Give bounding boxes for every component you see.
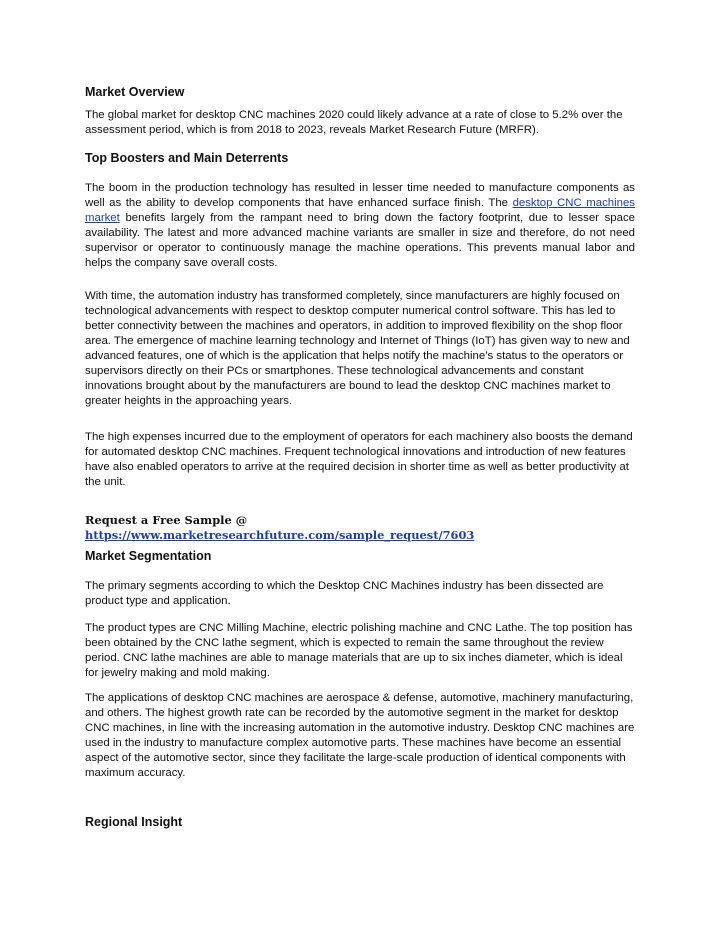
segmentation-paragraph-1: The primary segments according to which the Desktop CNC Machines industry has been dissected are product type and application.: [85, 580, 604, 607]
market-overview-heading: Market Overview: [85, 85, 185, 99]
market-overview-paragraph: The global market for desktop CNC machines 2020 could likely advance at a rate of close to 5.2% over the assessment period, which is from 2018 to 2023, reveals Market Research Future (MRFR).: [85, 109, 623, 136]
boosters-paragraph-1: [85, 181, 635, 271]
segmentation-paragraph-2: The product types are CNC Milling Machine, electric polishing machine and CNC Lathe. The top position has been obtained by the CNC lathe segment, which is expected to remain the same throughout the review period. CNC lathe machines are able to manage materials that are up to six inches diameter, which is ideal for jewelry making and mold making.: [85, 622, 633, 679]
boosters-paragraph-3: The high expenses incurred due to the employment of operators for each machinery also boosts the demand for automated desktop CNC machines. Frequent technological innovations and introduction of new features have also enabled operators to arrive at the required decision in shorter time as well as better productivity at the unit.: [85, 431, 633, 488]
desktop-cnc-market-link[interactable]: desktop CNC machines market: [85, 197, 635, 224]
boosters-paragraph-1-text-b: benefits largely from the rampant need to bring down the factory footprint, due to lesser space availability. The latest and more advanced machine variants are smaller in size and therefore, do not need supervisor or operator to continuously manage the machine operations. This prevents manual labor and helps the company save overall costs.: [85, 212, 635, 269]
boosters-paragraph-1-text-a: The boom in the production technology has resulted in lesser time needed to manufacture components as well as the ability to develop components that have enhanced surface finish. The: [85, 182, 635, 209]
regional-insight-heading: Regional Insight: [85, 815, 183, 829]
boosters-paragraph-2: With time, the automation industry has transformed completely, since manufacturers are highly focused on technological advancements with respect to desktop computer numerical control software. This has led to better connectivity between the machines and operators, in addition to improved flexibility on the shop floor area. The emergence of machine learning technology and Internet of Things (IoT) has given way to new and advanced features, one of which is the application that helps notify the machine’s status to the operators or supervisors directly on their PCs or smartphones. These technological advancements and constant innovations brought about by the manufacturers are bound to lead the desktop CNC machines market to greater heights in the approaching years.: [85, 290, 630, 407]
sample-request-line: [85, 513, 635, 543]
segmentation-paragraph-3: The applications of desktop CNC machines are aerospace & defense, automotive, machinery manufacturing, and others. The highest growth rate can be recorded by the automotive segment in the market for desktop CNC machines, in line with the increasing automation in the automotive industry. Desktop CNC machines are used in the industry to manufacture complex automotive parts. These machines have become an essential aspect of the automotive sector, since they facilitate the large-scale production of identical components with maximum accuracy.: [85, 692, 635, 779]
segmentation-heading: Market Segmentation: [85, 549, 212, 563]
sample-request-label: Request a Free Sample @: [85, 513, 248, 527]
sample-request-link[interactable]: https://www.marketresearchfuture.com/sample_request/7603: [85, 528, 475, 542]
boosters-heading: Top Boosters and Main Deterrents: [85, 151, 289, 165]
